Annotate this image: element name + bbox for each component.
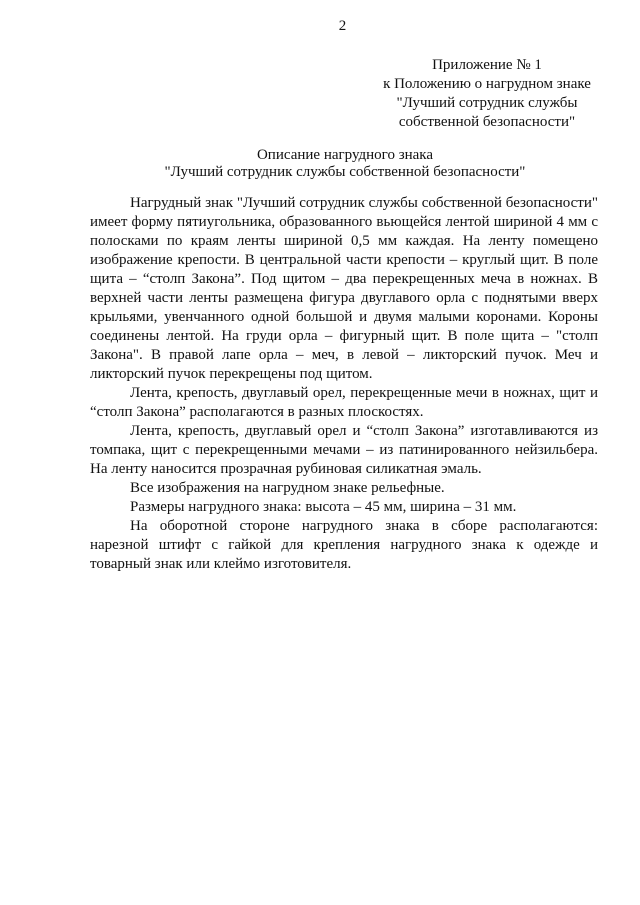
paragraph-dimensions: Размеры нагрудного знака: высота – 45 мм, ширина – 31 мм. <box>130 499 517 515</box>
appendix-line-2: к Положению о нагрудном знаке <box>383 76 591 92</box>
document-body <box>90 194 598 574</box>
appendix-line-1: Приложение № 1 <box>432 57 542 73</box>
paragraph-planes: Лента, крепость, двуглавый орел, перекрещенные мечи в ножнах, щит и “столп Закона” располагаются в разных плоскостях. <box>90 385 598 420</box>
title-line-2: "Лучший сотрудник службы собственной безопасности" <box>164 164 526 180</box>
appendix-line-3: "Лучший сотрудник службы <box>396 95 578 111</box>
paragraph-reverse-side: На оборотной стороне нагрудного знака в сборе располагаются: нарезной штифт с гайкой для крепления нагрудного знака к одежде и товарный знак или клеймо изготовителя. <box>90 518 598 572</box>
title-line-1: Описание нагрудного знака <box>256 147 434 163</box>
page-number: 2 <box>338 18 347 34</box>
paragraph-description: Нагрудный знак "Лучший сотрудник службы собственной безопасности" имеет форму пятиугольника, образованного вьющейся лентой шириной 4 мм с полосками по краям ленты шириной 0,5 мм каждая. На ленту помещено изображение крепости. В центральной части крепости – круглый щит. В поле щита – “столп Закона”. Под щитом – два перекрещенных меча в ножнах. В верхней части ленты размещена фигура двуглавого орла с поднятыми вверх крыльями, увенчанного одной большой и двумя малыми коронами. Короны соединены лентой. На груди орла – фигурный щит. В поле щита – "столп Закона". В правой лапе орла – меч, в левой – ликторский пучок. Меч и ликторский пучок перекрещены под щитом. <box>90 195 598 382</box>
paragraph-relief: Все изображения на нагрудном знаке рельефные. <box>130 480 445 496</box>
document-title <box>90 147 600 181</box>
appendix-line-4: собственной безопасности" <box>398 114 576 130</box>
paragraph-materials: Лента, крепость, двуглавый орел и “столп Закона” изготавливаются из томпака, щит с перекрещенными мечами – из патинированного нейзильбера. На ленту наносится прозрачная рубиновая силикатная эмаль. <box>90 423 598 477</box>
appendix-header <box>372 56 602 132</box>
